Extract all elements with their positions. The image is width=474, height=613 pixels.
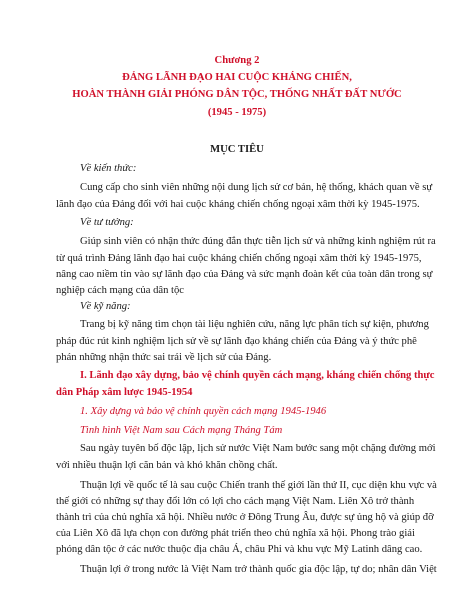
chapter-period: (1945 - 1975) [207, 107, 267, 118]
section-1-heading-line-1: I. Lãnh đạo xây dựng, bảo vệ chính quyền cách mạng, kháng chiến chống thực [80, 370, 435, 381]
paragraph-line: thành trì của chủ nghĩa xã hội. Nhiều nước ở Đông Trung Âu, được sự ủng hộ và giúp đỡ [56, 512, 434, 523]
paragraph-line: Thuận lợi ở trong nước là Việt Nam trở thành quốc gia độc lập, tự do; nhân dân Việt [80, 564, 437, 575]
paragraph-line: Thuận lợi về quốc tế là sau cuộc Chiến tranh thế giới lần thứ II, cục diện khu vực và [80, 480, 437, 491]
skills-text-line: pháp đúc rút kinh nghiệm lịch sử về sự lãnh đạo kháng chiến của Đảng và ý thức phê [56, 336, 417, 347]
chapter-label: Chương 2 [214, 55, 260, 66]
paragraph-line: Sau ngày tuyên bố độc lập, lịch sử nước Việt Nam bước sang một chặng đường mới [80, 443, 436, 454]
skills-label: Về kỹ năng: [80, 301, 131, 312]
skills-text-line: phán những nhận thức sai trái về lịch sử của Đảng. [56, 352, 272, 363]
skills-text-line: Trang bị kỹ năng tìm chọn tài liệu nghiên cứu, năng lực phân tích sự kiện, phương [80, 319, 429, 330]
paragraph-line: với nhiều thuận lợi căn bản và khó khăn chồng chất. [56, 460, 278, 471]
paragraph-line: của Liên Xô đã lựa chọn con đường phát triển theo chủ nghĩa xã hội. Phong trào giải [56, 528, 415, 539]
thinking-text-line: nâng cao niềm tin vào sự lãnh đạo của Đảng và sức mạnh đoàn kết của toàn dân trong sự [56, 269, 433, 280]
objectives-heading: MỤC TIÊU [210, 144, 264, 155]
thinking-label: Về tư tưởng: [80, 217, 134, 228]
thinking-text-line: nghiệp cách mạng của dân tộc [56, 285, 184, 296]
chapter-title-line-1: ĐẢNG LÃNH ĐẠO HAI CUỘC KHÁNG CHIẾN, [122, 72, 352, 83]
thinking-text-line: từ quá trình Đảng lãnh đạo hai cuộc kháng chiến chống ngoại xâm thời kỳ 1945-1975, [56, 253, 422, 264]
paragraph-line: thế giới có những sự thay đổi lớn có lợi cho cách mạng Việt Nam. Liên Xô trở thành [56, 496, 415, 507]
knowledge-label: Về kiến thức: [80, 163, 137, 174]
knowledge-text-line: Cung cấp cho sinh viên những nội dung lịch sử cơ bản, hệ thống, khách quan về sự [80, 182, 433, 193]
chapter-title-line-2: HOÀN THÀNH GIẢI PHÓNG DÂN TỘC, THỐNG NHẤT ĐẤT NƯỚC [72, 89, 402, 100]
section-1-heading-line-2: dân Pháp xâm lược 1945-1954 [56, 387, 193, 398]
subsection-1-heading: 1. Xây dựng và bảo vệ chính quyền cách mạng 1945-1946 [80, 406, 327, 417]
knowledge-text-line: lãnh đạo của Đảng đối với hai cuộc kháng chiến chống ngoại xâm thời kỳ 1945-1975. [56, 199, 420, 210]
subsection-1a-heading: Tình hình Việt Nam sau Cách mạng Tháng Tám [80, 425, 283, 436]
thinking-text-line: Giúp sinh viên có nhận thức đúng đắn thực tiễn lịch sử và những kinh nghiệm rút ra [80, 236, 436, 247]
paragraph-line: phóng dân tộc ở các nước thuộc địa châu Á, châu Phi và khu vực Mỹ Latinh dâng cao. [56, 544, 423, 555]
